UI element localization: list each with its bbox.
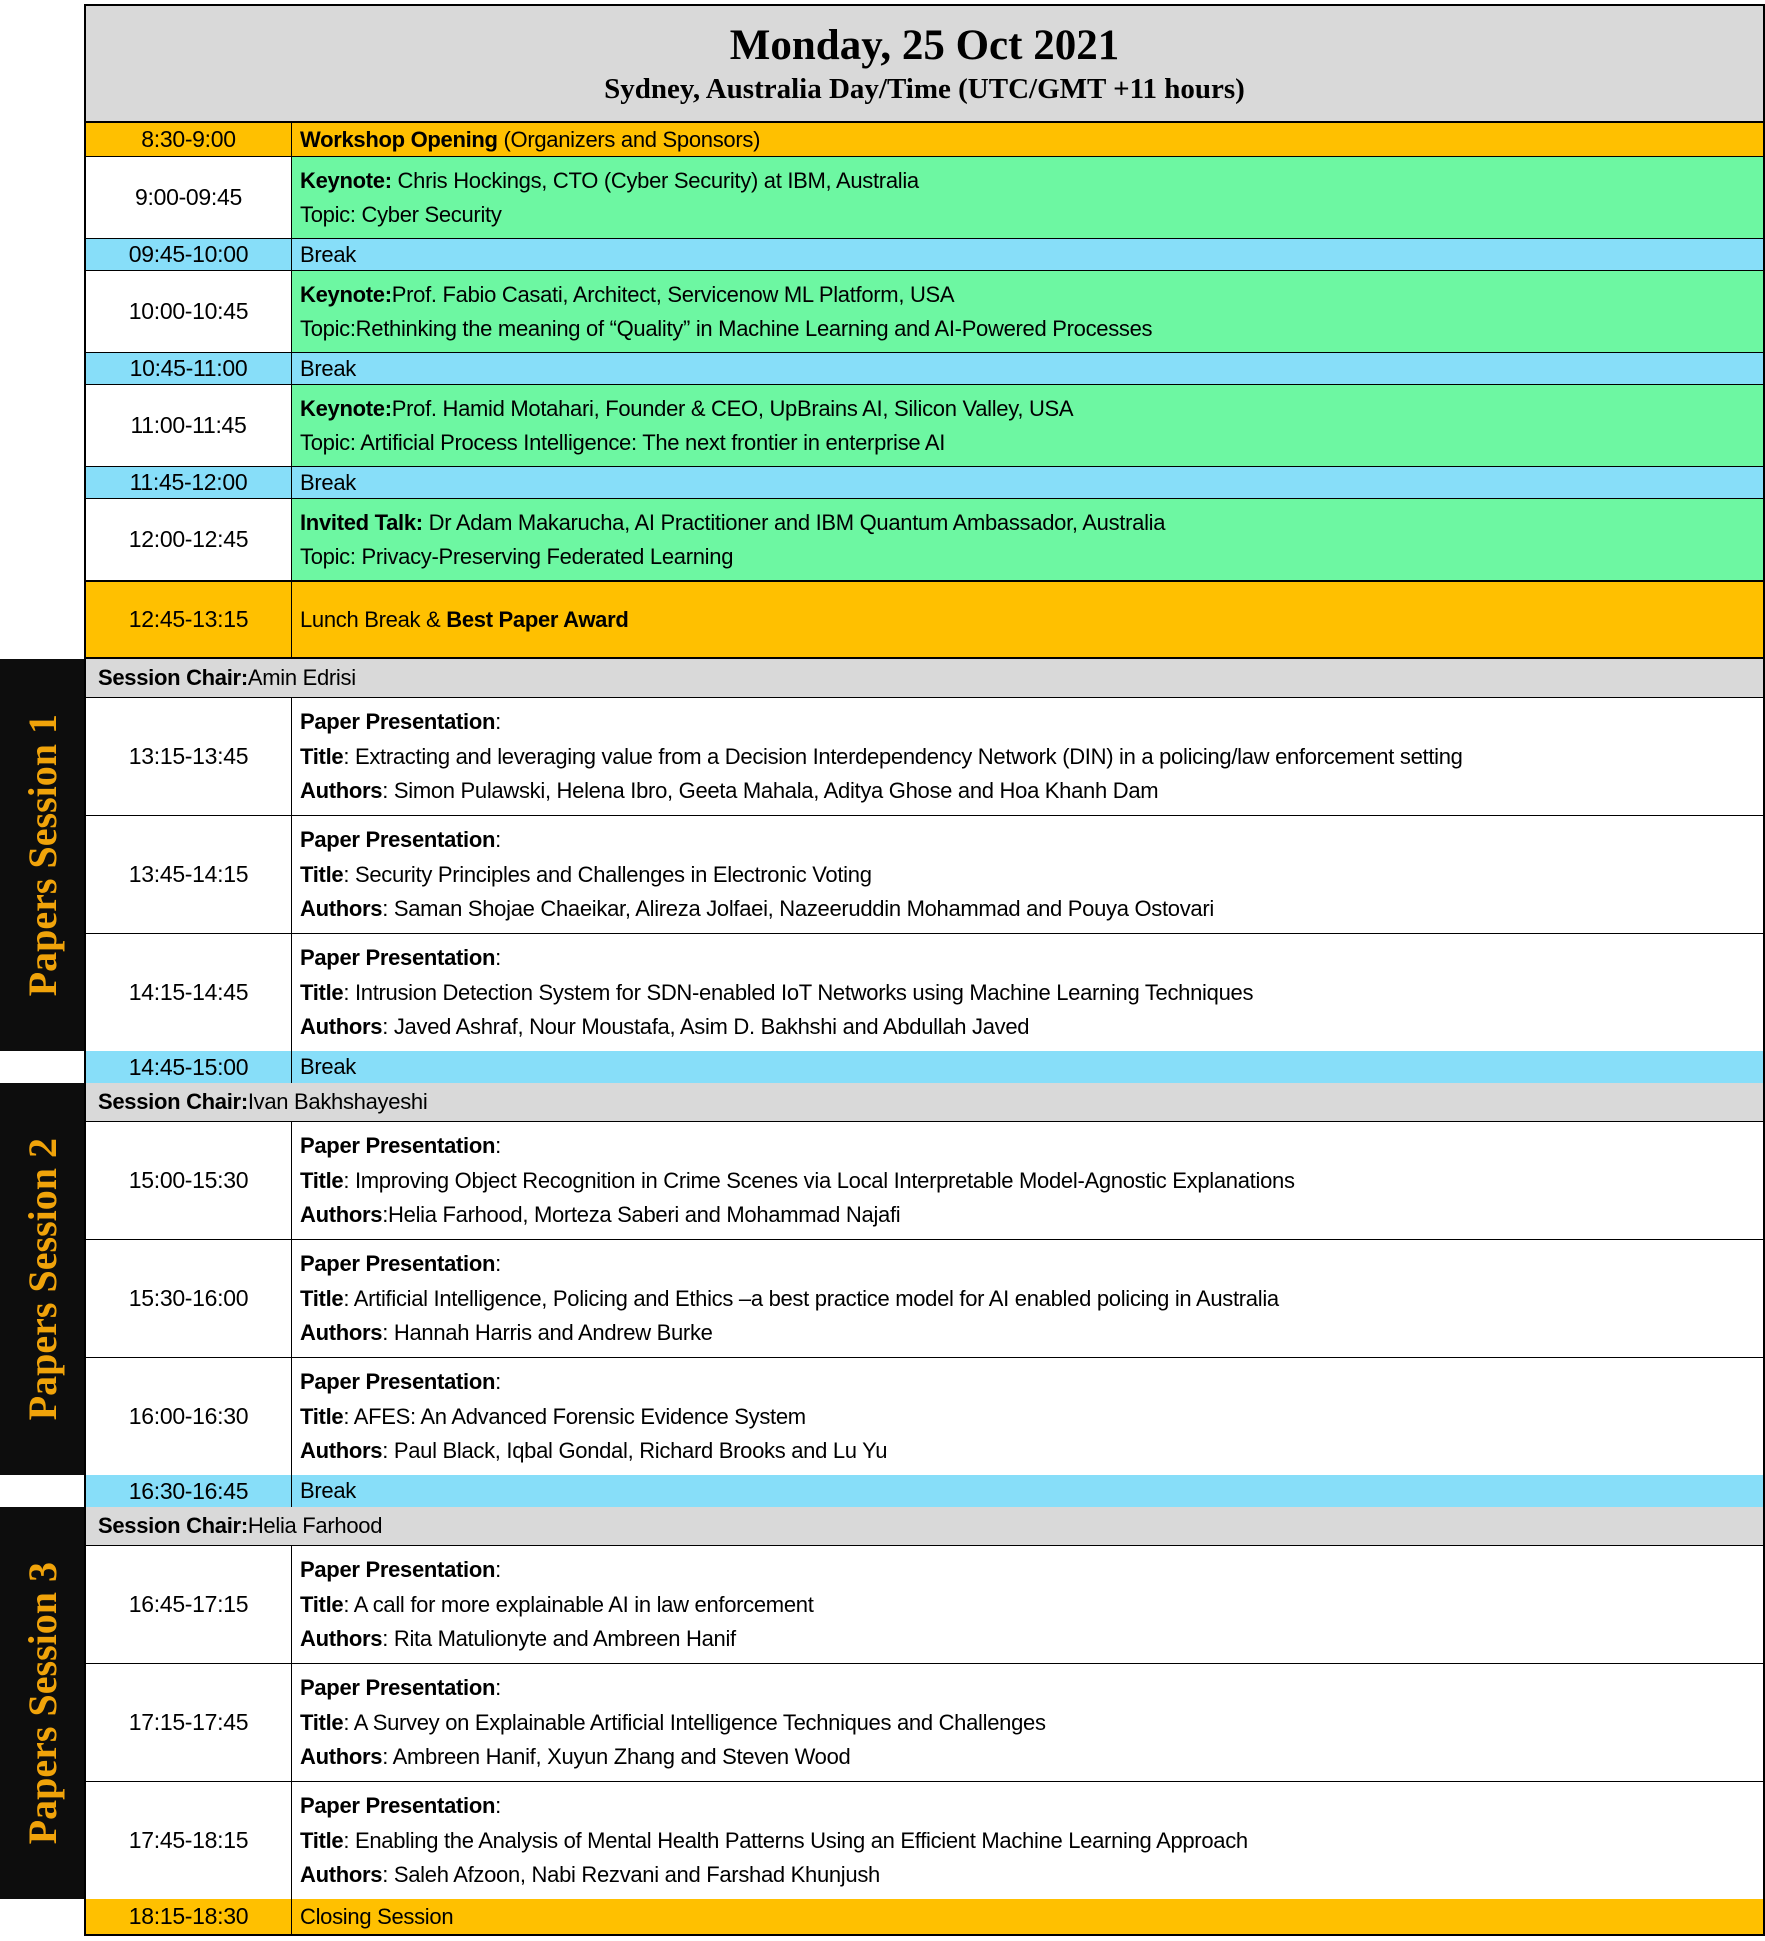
event-text: : Simon Pulawski, Helena Ibro, Geeta Mahala, Aditya Ghose and Hoa Khanh Dam xyxy=(382,778,1159,804)
event-line xyxy=(300,1320,1759,1345)
event-text: : A call for more explainable AI in law enforcement xyxy=(343,1591,814,1617)
event-cell xyxy=(292,385,1763,466)
event-text: Closing Session xyxy=(300,1903,454,1929)
left-margin xyxy=(0,1899,84,1936)
event-line xyxy=(300,1626,1759,1651)
event-text: : xyxy=(495,1133,501,1159)
event-line xyxy=(300,945,1759,970)
session-band xyxy=(0,659,1765,1051)
event-line xyxy=(300,709,1759,734)
event-cell xyxy=(292,698,1763,815)
event-text: : Rita Matulionyte and Ambreen Hanif xyxy=(382,1626,736,1652)
event-line xyxy=(300,896,1759,921)
event-text: Session Chair: xyxy=(98,1089,248,1114)
event-text: : xyxy=(495,1557,501,1583)
event-line xyxy=(300,1828,1759,1853)
event-text: Paper Presentation xyxy=(300,1133,496,1159)
schedule-rows xyxy=(84,4,1765,659)
schedule-band xyxy=(0,4,1765,659)
time-cell: 17:15-17:45 xyxy=(86,1664,292,1781)
event-text: Break xyxy=(300,355,356,381)
event-row xyxy=(86,466,1763,498)
event-text: Prof. Hamid Motahari, Founder & CEO, UpBrains AI, Silicon Valley, USA xyxy=(391,395,1074,421)
event-text: Title xyxy=(300,861,344,887)
event-text: : xyxy=(495,1369,501,1395)
event-text: Authors xyxy=(300,778,383,804)
event-text: : Extracting and leveraging value from a Decision Interdependency Network (DIN) in a policing/law enforcement setting xyxy=(343,743,1463,769)
event-text: Break xyxy=(300,469,356,495)
time-cell: 14:45-15:00 xyxy=(86,1051,292,1083)
event-line xyxy=(300,1438,1759,1463)
event-text: Authors xyxy=(300,1862,383,1888)
event-row xyxy=(86,384,1763,466)
event-text: Paper Presentation xyxy=(300,1369,496,1395)
event-text: : Artificial Intelligence, Policing and Ethics –a best practice model for AI enabled policing in Australia xyxy=(343,1285,1279,1311)
session-chair-cell xyxy=(86,1083,1763,1121)
event-line xyxy=(300,1054,1759,1079)
event-row xyxy=(86,1781,1763,1899)
event-line xyxy=(300,778,1759,803)
time-cell: 11:45-12:00 xyxy=(86,467,292,498)
event-cell xyxy=(292,1122,1763,1239)
time-cell: 9:00-09:45 xyxy=(86,157,292,238)
schedule-band xyxy=(0,1051,1765,1083)
schedule-rows xyxy=(84,1475,1765,1507)
event-text: Title xyxy=(300,1827,344,1853)
time-cell: 17:45-18:15 xyxy=(86,1782,292,1899)
event-cell xyxy=(292,467,1763,498)
time-cell: 16:30-16:45 xyxy=(86,1475,292,1507)
event-text: Keynote: xyxy=(300,167,398,193)
event-line xyxy=(300,980,1759,1005)
event-text: : AFES: An Advanced Forensic Evidence System xyxy=(343,1403,806,1429)
event-cell xyxy=(292,1664,1763,1781)
event-cell xyxy=(292,582,1763,657)
schedule-rows xyxy=(84,1051,1765,1083)
event-line xyxy=(300,1710,1759,1735)
event-row xyxy=(86,580,1763,659)
event-cell xyxy=(292,1546,1763,1663)
event-text: Authors xyxy=(300,1320,383,1346)
event-text: Authors xyxy=(300,1438,383,1464)
schedule-rows xyxy=(84,1507,1765,1899)
event-row xyxy=(86,1051,1763,1083)
event-text: Lunch Break & xyxy=(300,606,447,632)
event-line xyxy=(300,316,1759,341)
event-line xyxy=(300,1251,1759,1276)
left-margin xyxy=(0,1475,84,1507)
table-header xyxy=(86,6,1763,122)
event-text: Ivan Bakhshayeshi xyxy=(247,1089,428,1114)
event-text: Authors xyxy=(300,896,383,922)
event-text: Best Paper Award xyxy=(446,606,629,632)
event-line xyxy=(300,1014,1759,1039)
event-text: Break xyxy=(300,241,356,267)
event-text: : Saleh Afzoon, Nabi Rezvani and Farshad Khunjush xyxy=(382,1862,880,1888)
session-label: Papers Session 3 xyxy=(19,1561,65,1845)
event-text: Authors xyxy=(300,1626,383,1652)
event-text: Topic: Cyber Security xyxy=(300,201,502,227)
event-text: : Intrusion Detection System for SDN-enabled IoT Networks using Machine Learning Techniques xyxy=(343,979,1254,1005)
event-text: Prof. Fabio Casati, Architect, Servicenow ML Platform, USA xyxy=(391,281,955,307)
session-chair-row xyxy=(86,1507,1763,1545)
event-cell xyxy=(292,1358,1763,1475)
date-title: Monday, 25 Oct 2021 xyxy=(729,21,1120,69)
event-text: : xyxy=(495,1675,501,1701)
event-line xyxy=(300,544,1759,569)
session-label: Papers Session 2 xyxy=(19,1137,65,1421)
event-text: Title xyxy=(300,1591,344,1617)
event-text: Title xyxy=(300,979,344,1005)
event-row xyxy=(86,270,1763,352)
event-text: : Saman Shojae Chaeikar, Alireza Jolfaei, Nazeeruddin Mohammad and Pouya Ostovari xyxy=(382,896,1214,922)
event-line xyxy=(300,1286,1759,1311)
event-text: Authors xyxy=(300,1202,383,1228)
event-line xyxy=(300,1862,1759,1887)
session-chair-cell xyxy=(86,659,1763,697)
event-cell xyxy=(292,1782,1763,1899)
event-text: Helia Farhood xyxy=(247,1513,383,1538)
event-text: Title xyxy=(300,1285,344,1311)
event-cell xyxy=(292,353,1763,384)
event-text: Topic:Rethinking the meaning of “Quality” in Machine Learning and AI-Powered Processes xyxy=(300,315,1153,341)
event-cell xyxy=(292,816,1763,933)
event-text: Break xyxy=(300,1054,356,1080)
event-text: Title xyxy=(300,1403,344,1429)
event-cell xyxy=(292,1475,1763,1507)
event-cell xyxy=(292,123,1763,156)
session-band xyxy=(0,1507,1765,1899)
event-cell xyxy=(292,499,1763,580)
time-cell: 14:15-14:45 xyxy=(86,934,292,1051)
event-row xyxy=(86,1475,1763,1507)
event-row xyxy=(86,122,1763,156)
time-cell: 16:45-17:15 xyxy=(86,1546,292,1663)
event-text: Paper Presentation xyxy=(300,945,496,971)
session-sidebar xyxy=(0,1083,84,1475)
event-text: : xyxy=(495,1251,501,1277)
event-text: Paper Presentation xyxy=(300,827,496,853)
event-text: Dr Adam Makarucha, AI Practitioner and IBM Quantum Ambassador, Australia xyxy=(428,509,1166,535)
time-cell: 16:00-16:30 xyxy=(86,1358,292,1475)
event-line xyxy=(300,1744,1759,1769)
event-line xyxy=(300,1478,1759,1503)
event-text: : Ambreen Hanif, Xuyun Zhang and Steven Wood xyxy=(382,1744,851,1770)
time-cell: 09:45-10:00 xyxy=(86,239,292,270)
event-row xyxy=(86,1545,1763,1663)
event-line xyxy=(300,1404,1759,1429)
event-line xyxy=(300,202,1759,227)
event-text: Keynote: xyxy=(300,395,392,421)
event-row xyxy=(86,238,1763,270)
time-cell: 13:15-13:45 xyxy=(86,698,292,815)
time-cell: 8:30-9:00 xyxy=(86,123,292,156)
schedule-rows xyxy=(84,1083,1765,1475)
session-chair-cell xyxy=(86,1507,1763,1545)
event-text: Authors xyxy=(300,1744,383,1770)
event-text: : xyxy=(495,827,501,853)
time-cell: 15:30-16:00 xyxy=(86,1240,292,1357)
event-line xyxy=(300,127,1759,152)
event-line xyxy=(300,744,1759,769)
event-text: Paper Presentation xyxy=(300,1793,496,1819)
event-text: Amin Edrisi xyxy=(247,665,356,690)
event-row xyxy=(86,697,1763,815)
time-cell: 10:45-11:00 xyxy=(86,353,292,384)
session-sidebar xyxy=(0,659,84,1051)
event-cell xyxy=(292,1899,1763,1934)
event-text: :Helia Farhood, Morteza Saberi and Mohammad Najafi xyxy=(382,1202,901,1228)
event-text: Session Chair: xyxy=(98,1513,248,1538)
event-line xyxy=(300,1168,1759,1193)
event-line xyxy=(300,470,1759,495)
event-text: : Javed Ashraf, Nour Moustafa, Asim D. Bakhshi and Abdullah Javed xyxy=(382,1014,1030,1040)
event-cell xyxy=(292,1240,1763,1357)
event-text: Paper Presentation xyxy=(300,1557,496,1583)
event-text: Title xyxy=(300,1167,344,1193)
event-cell xyxy=(292,239,1763,270)
event-text: : xyxy=(495,709,501,735)
event-row xyxy=(86,156,1763,238)
event-row xyxy=(86,933,1763,1051)
event-line xyxy=(300,1202,1759,1227)
event-line xyxy=(300,396,1759,421)
event-line xyxy=(300,1592,1759,1617)
event-line xyxy=(300,430,1759,455)
schedule-rows xyxy=(84,1899,1765,1936)
event-row xyxy=(86,352,1763,384)
session-sidebar xyxy=(0,1507,84,1899)
event-row xyxy=(86,1121,1763,1239)
event-line xyxy=(300,356,1759,381)
event-cell xyxy=(292,271,1763,352)
event-cell xyxy=(292,157,1763,238)
event-row xyxy=(86,498,1763,580)
time-cell: 13:45-14:15 xyxy=(86,816,292,933)
event-line xyxy=(300,510,1759,535)
time-cell: 12:45-13:15 xyxy=(86,582,292,657)
event-line xyxy=(300,1904,1759,1929)
event-text: Session Chair: xyxy=(98,665,248,690)
timezone-subtitle: Sydney, Australia Day/Time (UTC/GMT +11 hours) xyxy=(604,72,1245,105)
event-text: Paper Presentation xyxy=(300,1251,496,1277)
event-text: Chris Hockings, CTO (Cyber Security) at IBM, Australia xyxy=(397,167,919,193)
event-text: Authors xyxy=(300,1014,383,1040)
event-text: Break xyxy=(300,1478,356,1504)
event-line xyxy=(300,827,1759,852)
time-cell: 11:00-11:45 xyxy=(86,385,292,466)
session-chair-row xyxy=(86,1083,1763,1121)
event-line xyxy=(300,862,1759,887)
event-line xyxy=(300,607,1759,632)
event-text: : Paul Black, Iqbal Gondal, Richard Brooks and Lu Yu xyxy=(382,1438,888,1464)
left-margin xyxy=(0,4,84,659)
event-row xyxy=(86,1663,1763,1781)
event-text: : A Survey on Explainable Artificial Intelligence Techniques and Challenges xyxy=(343,1709,1046,1735)
event-text: : Enabling the Analysis of Mental Health Patterns Using an Efficient Machine Learning Approach xyxy=(343,1827,1248,1853)
event-text: : Hannah Harris and Andrew Burke xyxy=(382,1320,713,1346)
event-row xyxy=(86,1899,1763,1934)
time-cell: 10:00-10:45 xyxy=(86,271,292,352)
event-text: : Security Principles and Challenges in Electronic Voting xyxy=(343,861,872,887)
session-chair-row xyxy=(86,659,1763,697)
schedule-rows xyxy=(84,659,1765,1051)
event-line xyxy=(300,1133,1759,1158)
time-cell: 15:00-15:30 xyxy=(86,1122,292,1239)
event-line xyxy=(300,1793,1759,1818)
event-text: Paper Presentation xyxy=(300,1675,496,1701)
event-cell xyxy=(292,934,1763,1051)
schedule-band xyxy=(0,1899,1765,1936)
schedule-band xyxy=(0,1475,1765,1507)
event-line xyxy=(300,1557,1759,1582)
event-text: Invited Talk: xyxy=(300,509,429,535)
event-line xyxy=(300,242,1759,267)
schedule-table xyxy=(0,4,1765,1936)
event-text: Paper Presentation xyxy=(300,709,496,735)
event-cell xyxy=(292,1051,1763,1083)
left-margin xyxy=(0,1051,84,1083)
event-text: Topic: Artificial Process Intelligence: The next frontier in enterprise AI xyxy=(300,429,946,455)
event-text: Keynote: xyxy=(300,281,392,307)
event-text: : xyxy=(495,1793,501,1819)
event-row xyxy=(86,815,1763,933)
event-row xyxy=(86,1239,1763,1357)
event-text: Topic: Privacy-Preserving Federated Learning xyxy=(300,543,734,569)
event-line xyxy=(300,168,1759,193)
event-text: (Organizers and Sponsors) xyxy=(497,126,761,152)
event-text: : Improving Object Recognition in Crime Scenes via Local Interpretable Model-Agnostic Explanations xyxy=(343,1167,1295,1193)
event-line xyxy=(300,1675,1759,1700)
event-text: Title xyxy=(300,1709,344,1735)
event-text: Workshop Opening xyxy=(300,126,498,152)
event-line xyxy=(300,1369,1759,1394)
event-text: Title xyxy=(300,743,344,769)
event-text: : xyxy=(495,945,501,971)
event-line xyxy=(300,282,1759,307)
time-cell: 12:00-12:45 xyxy=(86,499,292,580)
event-row xyxy=(86,1357,1763,1475)
time-cell: 18:15-18:30 xyxy=(86,1899,292,1934)
session-label: Papers Session 1 xyxy=(19,713,65,997)
session-band xyxy=(0,1083,1765,1475)
